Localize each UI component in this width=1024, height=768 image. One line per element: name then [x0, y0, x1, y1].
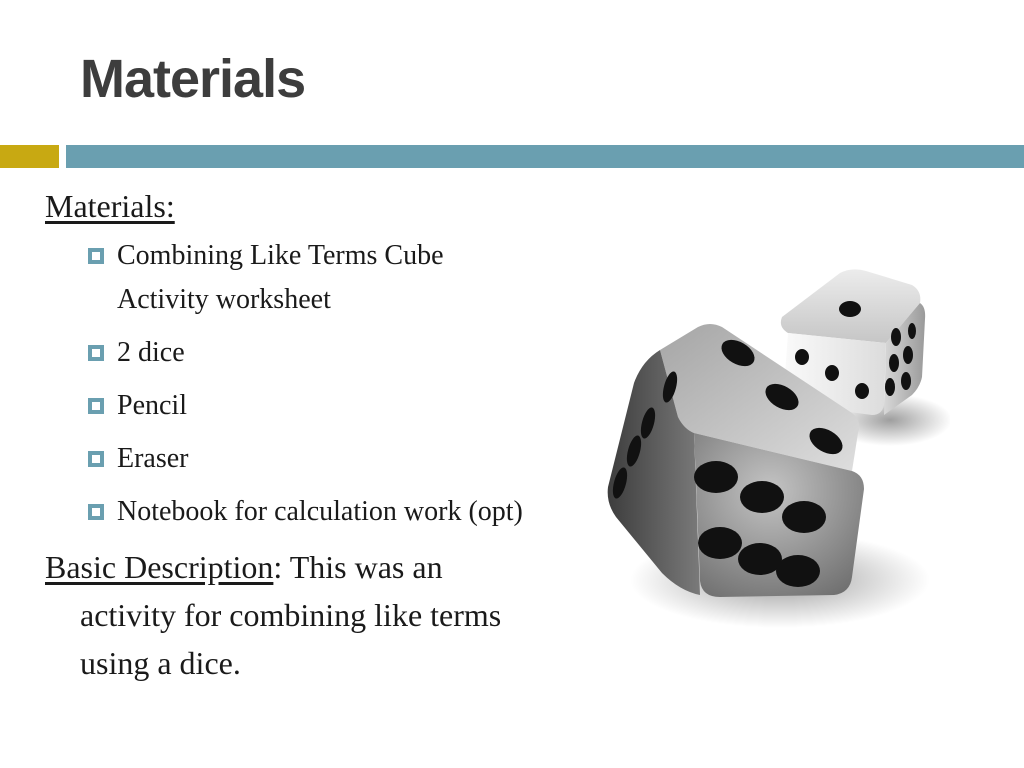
slide-title: Materials: [80, 49, 306, 109]
description-separator: :: [273, 548, 290, 585]
square-bullet-icon: [88, 451, 104, 467]
list-item-text: Eraser: [117, 442, 189, 474]
list-item-text: Notebook for calculation work (opt): [117, 495, 523, 527]
materials-heading: Materials:: [45, 188, 175, 224]
list-item: [117, 384, 525, 428]
slide-body: [45, 186, 525, 687]
square-bullet-icon: [88, 504, 104, 520]
description-label: Basic Description: [45, 548, 274, 585]
basic-description: [45, 543, 525, 687]
materials-list: [45, 234, 525, 534]
square-bullet-icon: [88, 398, 104, 414]
list-item-text: Pencil: [117, 389, 187, 421]
list-item-text: Combining Like Terms Cube Activity worksheet: [117, 239, 444, 315]
dice-icon: [590, 255, 950, 635]
list-item: [117, 437, 525, 481]
accent-bar-gold: [0, 145, 59, 168]
list-item-text: 2 dice: [117, 336, 185, 368]
square-bullet-icon: [88, 345, 104, 361]
list-item: [117, 331, 525, 375]
accent-bar-teal: [66, 145, 1024, 168]
square-bullet-icon: [88, 248, 104, 264]
list-item: [117, 490, 525, 534]
list-item: [117, 234, 525, 322]
description-text: This was an activity for combining like terms using a dice.: [80, 548, 502, 681]
